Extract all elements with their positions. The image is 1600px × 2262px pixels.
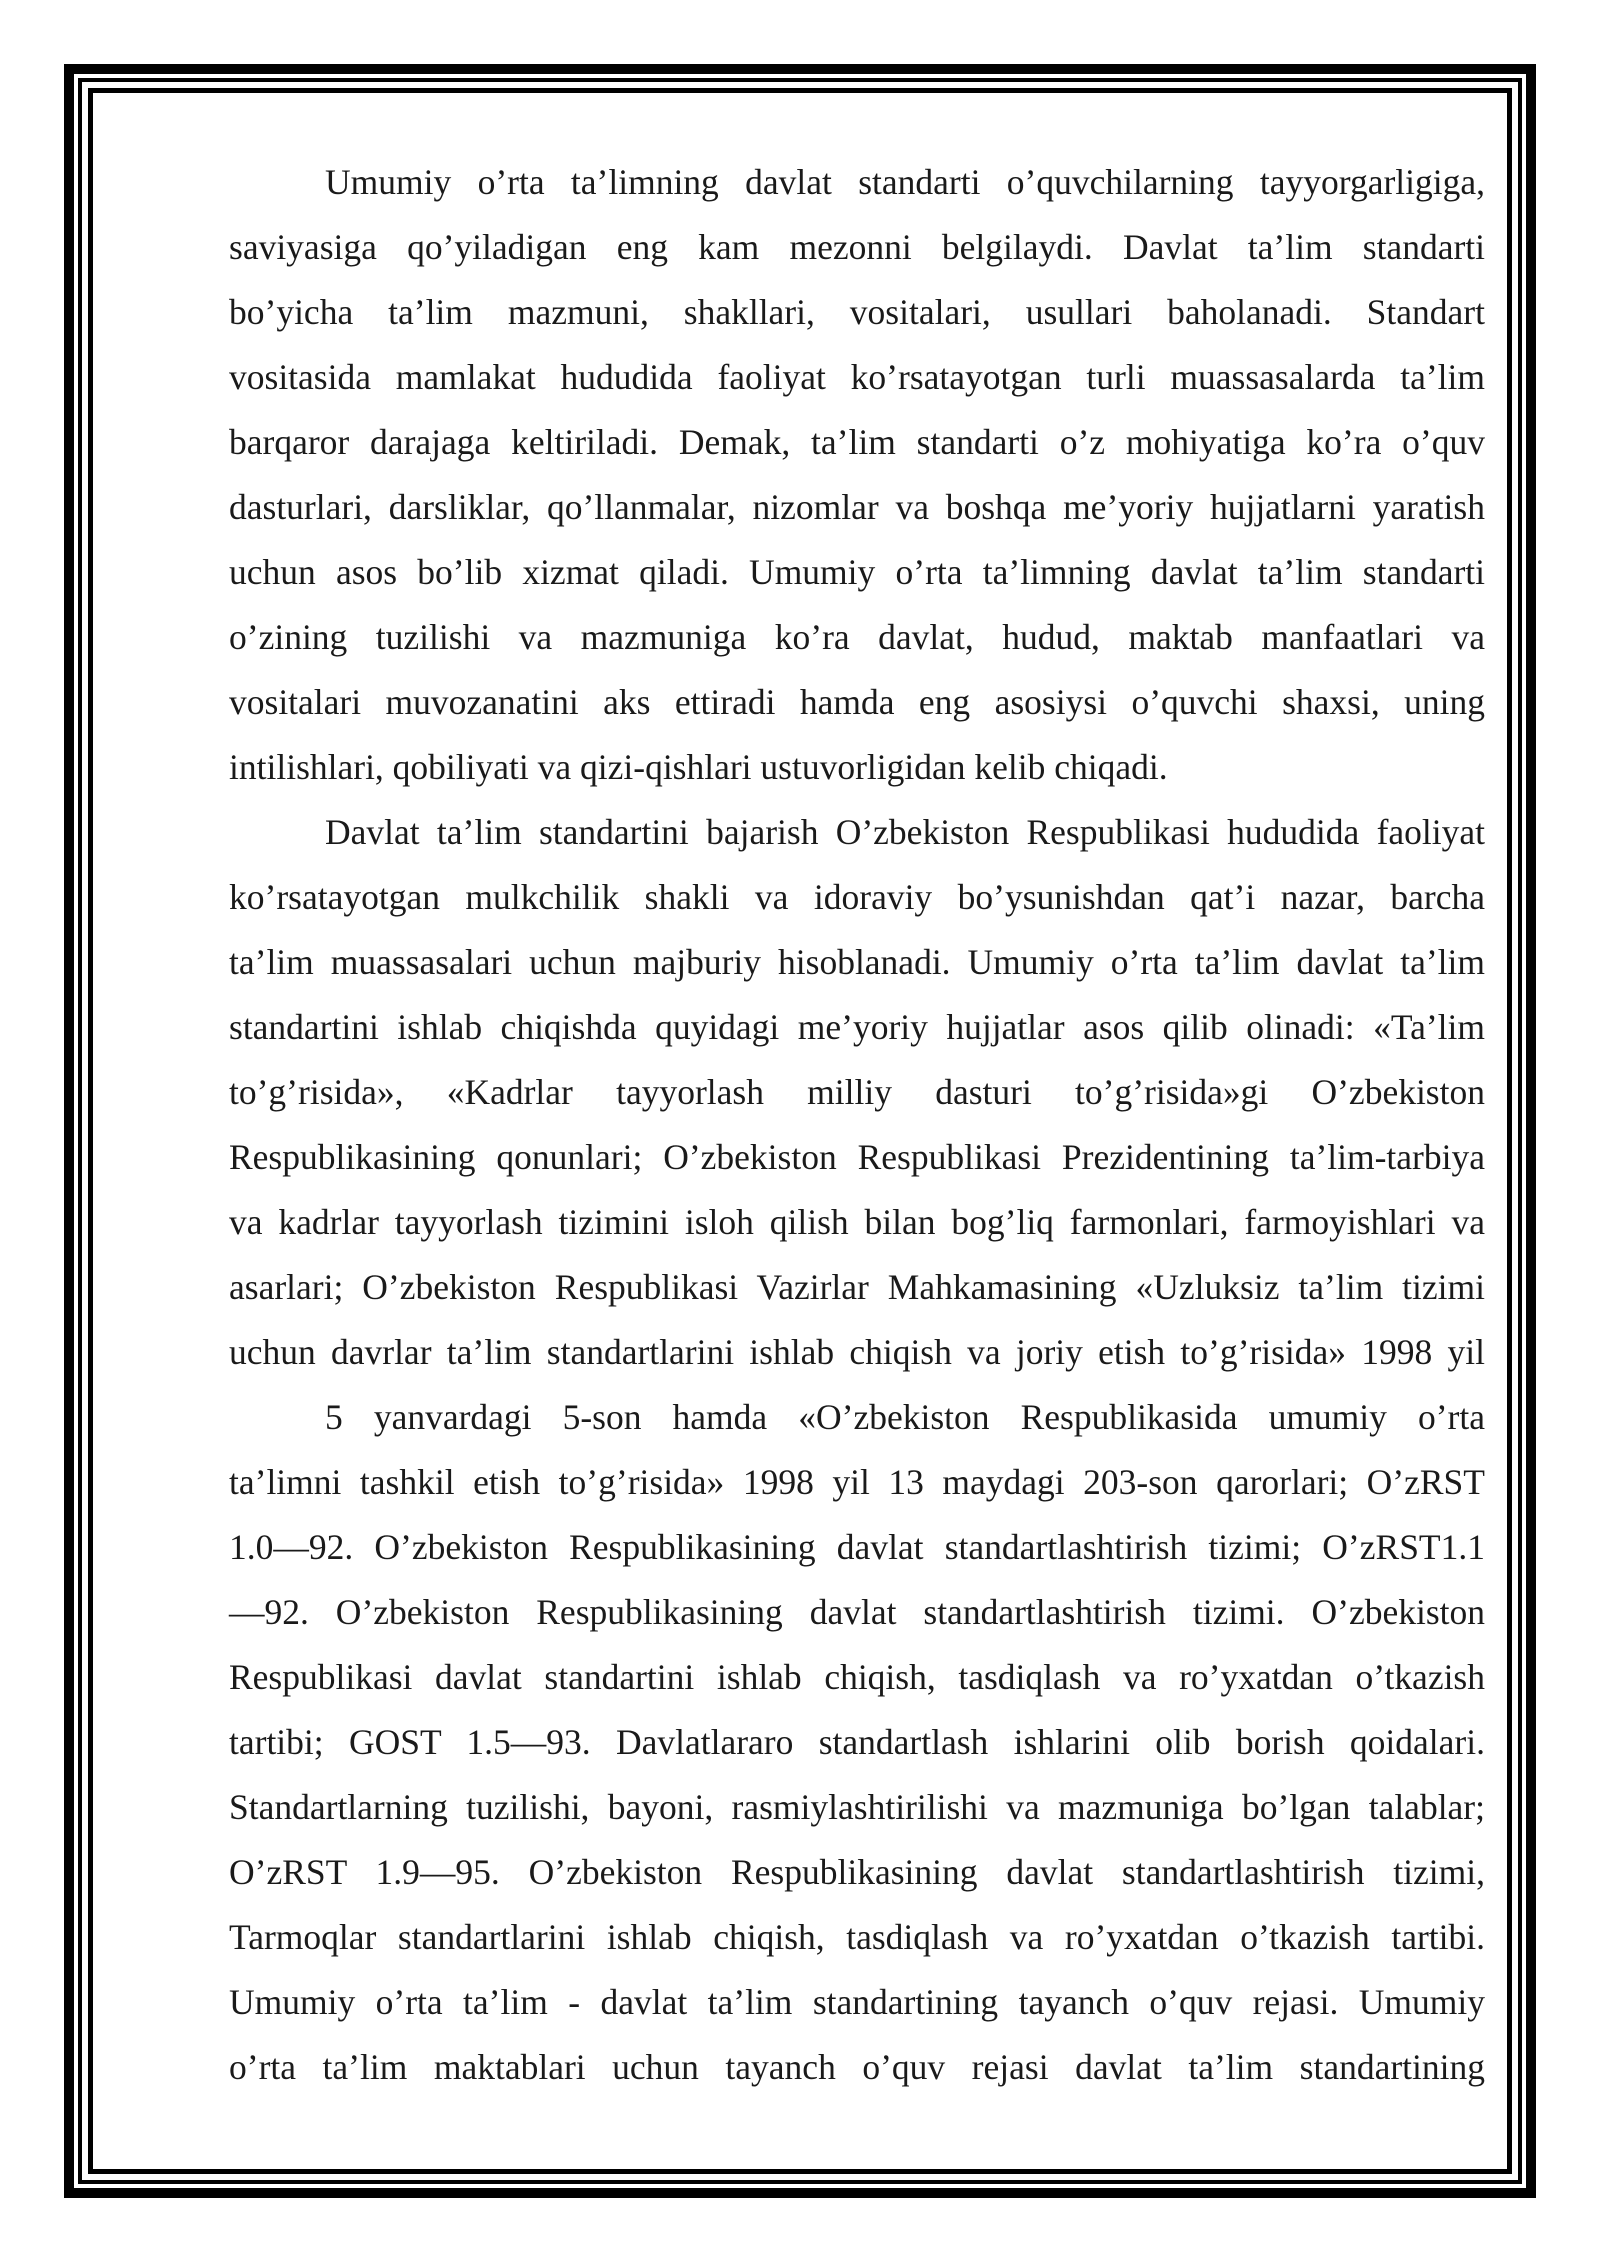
text-line: saviyasiga qo’yiladigan eng kam mezonni belgilaydi. Davlat ta’lim standarti	[229, 227, 1485, 267]
text-line: Standartlarning tuzilishi, bayoni, rasmiylashtirilishi va mazmuniga bo’lgan talablar;	[229, 1787, 1485, 1827]
paragraph-regulatory-documents	[229, 1385, 1485, 2100]
text-line: vositalari muvozanatini aks ettiradi hamda eng asosiysi o’quvchi shaxsi, uning	[229, 682, 1485, 722]
text-line: uchun asos bo’lib xizmat qiladi. Umumiy o’rta ta’limning davlat ta’lim standarti	[229, 552, 1485, 592]
text-line: Umumiy o’rta ta’lim - davlat ta’lim standartining tayanch o’quv rejasi. Umumiy	[229, 1982, 1485, 2022]
document-body	[229, 150, 1485, 2100]
text-line: Davlat ta’lim standartini bajarish O’zbekiston Respublikasi hududida faoliyat	[325, 812, 1485, 852]
text-line: asarlari; O’zbekiston Respublikasi Vazirlar Mahkamasining «Uzluksiz ta’lim tizimi	[229, 1267, 1485, 1307]
text-line: vositasida mamlakat hududida faoliyat ko’rsatayotgan turli muassasalarda ta’lim	[229, 357, 1485, 397]
text-line: va kadrlar tayyorlash tizimini isloh qilish bilan bog’liq farmonlari, farmoyishlari va	[229, 1202, 1485, 1242]
paragraph-standard-implementation	[229, 800, 1485, 1385]
text-line: Umumiy o’rta ta’limning davlat standarti o’quvchilarning tayyorgarligiga,	[325, 162, 1485, 202]
text-line: ta’limni tashkil etish to’g’risida» 1998 yil 13 maydagi 203-son qarorlari; O’zRST	[229, 1462, 1485, 1502]
text-line: Respublikasi davlat standartini ishlab chiqish, tasdiqlash va ro’yxatdan o’tkazish	[229, 1657, 1485, 1697]
text-line: —92. O’zbekiston Respublikasining davlat standartlashtirish tizimi. O’zbekiston	[229, 1592, 1485, 1632]
text-line: tartibi; GOST 1.5—93. Davlatlararo standartlash ishlarini olib borish qoidalari.	[229, 1722, 1485, 1762]
text-line: dasturlari, darsliklar, qo’llanmalar, nizomlar va boshqa me’yoriy hujjatlarni yaratish	[229, 487, 1485, 527]
text-line: 1.0—92. O’zbekiston Respublikasining davlat standartlashtirish tizimi; O’zRST1.1	[229, 1527, 1485, 1567]
text-line: to’g’risida», «Kadrlar tayyorlash milliy dasturi to’g’risida»gi O’zbekiston	[229, 1072, 1485, 1112]
text-line: Tarmoqlar standartlarini ishlab chiqish, tasdiqlash va ro’yxatdan o’tkazish tartibi.	[229, 1917, 1485, 1957]
text-line: uchun davrlar ta’lim standartlarini ishlab chiqish va joriy etish to’g’risida» 1998 yil	[229, 1332, 1485, 1372]
text-line: ta’lim muassasalari uchun majburiy hisoblanadi. Umumiy o’rta ta’lim davlat ta’lim	[229, 942, 1485, 982]
text-line: intilishlari, qobiliyati va qizi-qishlari ustuvorligidan kelib chiqadi.	[229, 747, 1168, 787]
text-line: o’zining tuzilishi va mazmuniga ko’ra davlat, hudud, maktab manfaatlari va	[229, 617, 1485, 657]
text-line: standartini ishlab chiqishda quyidagi me’yoriy hujjatlar asos qilib olinadi: «Ta’lim	[229, 1007, 1485, 1047]
paragraph-standard-definition	[229, 150, 1485, 800]
text-line: bo’yicha ta’lim mazmuni, shakllari, vositalari, usullari baholanadi. Standart	[229, 292, 1485, 332]
text-line: O’zRST 1.9—95. O’zbekiston Respublikasining davlat standartlashtirish tizimi,	[229, 1852, 1485, 1892]
text-line: o’rta ta’lim maktablari uchun tayanch o’quv rejasi davlat ta’lim standartining	[229, 2047, 1485, 2087]
text-line: Respublikasining qonunlari; O’zbekiston Respublikasi Prezidentining ta’lim-tarbiya	[229, 1137, 1485, 1177]
text-line: ko’rsatayotgan mulkchilik shakli va idoraviy bo’ysunishdan qat’i nazar, barcha	[229, 877, 1485, 917]
text-line: barqaror darajaga keltiriladi. Demak, ta’lim standarti o’z mohiyatiga ko’ra o’quv	[229, 422, 1485, 462]
text-line: 5 yanvardagi 5-son hamda «O’zbekiston Respublikasida umumiy o’rta	[325, 1397, 1485, 1437]
